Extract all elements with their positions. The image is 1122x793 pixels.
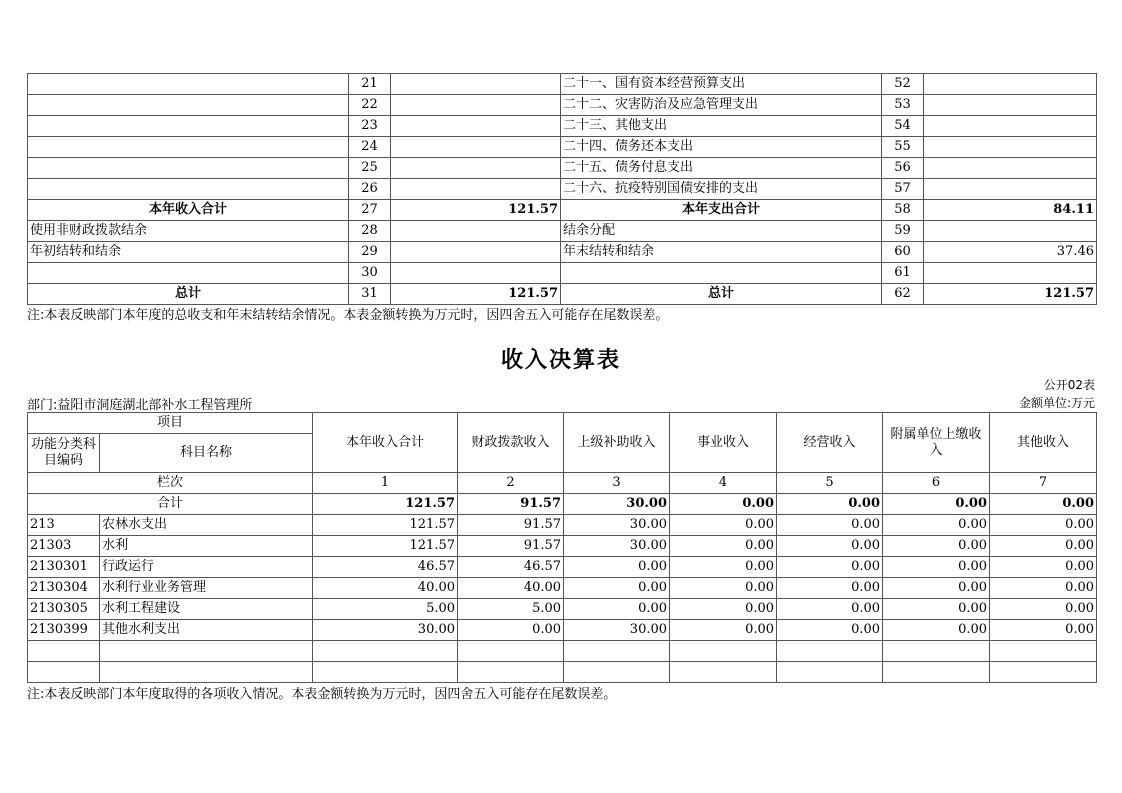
summary-right-label: [561, 263, 882, 284]
row-value: 0.00: [883, 557, 990, 578]
row-value: 91.57: [458, 515, 564, 536]
summary-note: 注:本表反映部门本年度的总收支和年末结转结余情况。本表金额转换为万元时，因四舍五入可能存在尾数误差。: [27, 308, 669, 323]
summary-left-line: 28: [349, 221, 391, 242]
summary-left-label: [28, 179, 349, 200]
seq-cell: 7: [990, 473, 1097, 494]
seq-cell: 4: [670, 473, 777, 494]
income-note: 注:本表反映部门本年度取得的各项收入情况。本表金额转换为万元时，因四舍五入可能存在尾数误差。: [27, 687, 617, 702]
summary-right-label: 二十五、债务付息支出: [561, 158, 882, 179]
summary-row: [28, 200, 1097, 221]
row-name: 其他水利支出: [100, 620, 313, 641]
empty-cell: [777, 641, 883, 662]
row-value: 0.00: [564, 578, 670, 599]
row-name: 水利行业业务管理: [100, 578, 313, 599]
seq-cell: 2: [458, 473, 564, 494]
row-value: 46.57: [458, 557, 564, 578]
summary-left-amount: [391, 158, 561, 179]
seq-cell: 6: [883, 473, 990, 494]
row-value: 0.00: [670, 578, 777, 599]
row-name: 农林水支出: [100, 515, 313, 536]
summary-left-label: 年初结转和结余: [28, 242, 349, 263]
summary-right-amount: 37.46: [924, 242, 1097, 263]
total-row: [28, 494, 1097, 515]
summary-left-label: 总计: [28, 284, 349, 305]
summary-row: [28, 221, 1097, 242]
seq-cell: 3: [564, 473, 670, 494]
row-value: 0.00: [564, 557, 670, 578]
summary-left-label: [28, 137, 349, 158]
summary-left-amount: 121.57: [391, 284, 561, 305]
header-col-6: 附属单位上缴收入: [883, 413, 990, 473]
row-value: 0.00: [458, 620, 564, 641]
summary-right-amount: [924, 74, 1097, 95]
summary-right-label: 二十六、抗疫特别国债安排的支出: [561, 179, 882, 200]
summary-right-line: 57: [882, 179, 924, 200]
empty-cell: [883, 662, 990, 683]
income-table: [27, 412, 1097, 683]
table-row: [28, 536, 1097, 557]
row-value: 91.57: [458, 536, 564, 557]
summary-right-amount: [924, 95, 1097, 116]
summary-left-label: [28, 74, 349, 95]
header-col-3: 上级补助收入: [564, 413, 670, 473]
summary-right-amount: [924, 116, 1097, 137]
empty-cell: [458, 641, 564, 662]
summary-left-amount: [391, 221, 561, 242]
summary-right-line: 55: [882, 137, 924, 158]
summary-left-amount: [391, 242, 561, 263]
seq-cell: 5: [777, 473, 883, 494]
row-value: 0.00: [564, 599, 670, 620]
row-value: 30.00: [564, 620, 670, 641]
empty-cell: [777, 662, 883, 683]
empty-cell: [313, 641, 458, 662]
summary-left-amount: [391, 74, 561, 95]
summary-right-line: 59: [882, 221, 924, 242]
row-value: 0.00: [670, 557, 777, 578]
summary-left-line: 24: [349, 137, 391, 158]
empty-cell: [990, 641, 1097, 662]
summary-right-label: 总计: [561, 284, 882, 305]
table-row: [28, 578, 1097, 599]
row-name: 水利工程建设: [100, 599, 313, 620]
summary-right-amount: [924, 158, 1097, 179]
row-value: 0.00: [990, 578, 1097, 599]
row-value: 0.00: [777, 557, 883, 578]
header-item: 项目: [28, 413, 313, 434]
summary-left-label: [28, 263, 349, 284]
summary-left-line: 30: [349, 263, 391, 284]
row-value: 0.00: [777, 599, 883, 620]
summary-right-line: 60: [882, 242, 924, 263]
seq-cell: 1: [313, 473, 458, 494]
row-value: 0.00: [883, 620, 990, 641]
row-value: 0.00: [990, 599, 1097, 620]
header-row: [28, 413, 1097, 434]
row-value: 5.00: [313, 599, 458, 620]
summary-left-line: 26: [349, 179, 391, 200]
row-value: 0.00: [777, 620, 883, 641]
row-code: 2130399: [28, 620, 100, 641]
summary-right-label: 本年支出合计: [561, 200, 882, 221]
summary-left-line: 31: [349, 284, 391, 305]
summary-right-label: 二十四、债务还本支出: [561, 137, 882, 158]
summary-right-line: 58: [882, 200, 924, 221]
empty-cell: [564, 641, 670, 662]
summary-row: [28, 179, 1097, 200]
row-value: 0.00: [990, 515, 1097, 536]
total-cell: 30.00: [564, 494, 670, 515]
total-cell: 0.00: [883, 494, 990, 515]
summary-row: [28, 95, 1097, 116]
row-code: 2130304: [28, 578, 100, 599]
seq-row: [28, 473, 1097, 494]
total-cell: 0.00: [990, 494, 1097, 515]
summary-right-label: 二十二、灾害防治及应急管理支出: [561, 95, 882, 116]
summary-right-line: 62: [882, 284, 924, 305]
summary-right-line: 52: [882, 74, 924, 95]
header-code: 功能分类科目编码: [28, 434, 100, 473]
header-col-4: 事业收入: [670, 413, 777, 473]
header-col-2: 财政拨款收入: [458, 413, 564, 473]
row-name: 水利: [100, 536, 313, 557]
summary-left-amount: [391, 137, 561, 158]
summary-right-amount: [924, 221, 1097, 242]
header-col-1: 本年收入合计: [313, 413, 458, 473]
empty-cell: [990, 662, 1097, 683]
summary-right-amount: 121.57: [924, 284, 1097, 305]
summary-row: [28, 74, 1097, 95]
summary-left-label: [28, 158, 349, 179]
row-value: 0.00: [883, 536, 990, 557]
summary-left-amount: [391, 116, 561, 137]
summary-row: [28, 137, 1097, 158]
summary-right-amount: [924, 137, 1097, 158]
row-value: 0.00: [777, 515, 883, 536]
empty-cell: [28, 662, 100, 683]
total-cell: 91.57: [458, 494, 564, 515]
seq-label: 栏次: [28, 473, 313, 494]
summary-row: [28, 242, 1097, 263]
empty-cell: [564, 662, 670, 683]
header-name: 科目名称: [100, 434, 313, 473]
summary-left-label: [28, 116, 349, 137]
row-value: 0.00: [990, 536, 1097, 557]
summary-left-amount: [391, 179, 561, 200]
summary-table: [27, 73, 1097, 305]
row-value: 0.00: [990, 557, 1097, 578]
row-value: 0.00: [777, 578, 883, 599]
row-code: 213: [28, 515, 100, 536]
summary-right-line: 53: [882, 95, 924, 116]
summary-right-amount: [924, 263, 1097, 284]
table-code: 公开02表: [1043, 378, 1095, 392]
row-value: 121.57: [313, 515, 458, 536]
summary-left-line: 25: [349, 158, 391, 179]
row-value: 40.00: [458, 578, 564, 599]
total-cell: 0.00: [777, 494, 883, 515]
row-value: 30.00: [313, 620, 458, 641]
total-cell: 0.00: [670, 494, 777, 515]
summary-right-label: 年末结转和结余: [561, 242, 882, 263]
empty-cell: [883, 641, 990, 662]
empty-cell: [28, 641, 100, 662]
summary-row: [28, 116, 1097, 137]
summary-right-line: 61: [882, 263, 924, 284]
row-value: 0.00: [883, 578, 990, 599]
row-value: 0.00: [777, 536, 883, 557]
table-row: [28, 557, 1097, 578]
department-label: 部门:益阳市洞庭湖北部补水工程管理所: [27, 398, 253, 413]
row-value: 0.00: [883, 515, 990, 536]
summary-left-label: 本年收入合计: [28, 200, 349, 221]
summary-left-amount: 121.57: [391, 200, 561, 221]
row-value: 121.57: [313, 536, 458, 557]
row-value: 0.00: [883, 599, 990, 620]
row-value: 0.00: [670, 620, 777, 641]
row-value: 0.00: [670, 515, 777, 536]
summary-left-line: 27: [349, 200, 391, 221]
summary-right-line: 56: [882, 158, 924, 179]
empty-cell: [670, 641, 777, 662]
summary-left-amount: [391, 263, 561, 284]
table-row: [28, 599, 1097, 620]
empty-cell: [100, 662, 313, 683]
header-col-5: 经营收入: [777, 413, 883, 473]
table-row: [28, 515, 1097, 536]
summary-row: [28, 158, 1097, 179]
summary-left-label: [28, 95, 349, 116]
row-code: 21303: [28, 536, 100, 557]
summary-left-label: 使用非财政拨款结余: [28, 221, 349, 242]
total-label: 合计: [28, 494, 313, 515]
row-code: 2130301: [28, 557, 100, 578]
row-value: 5.00: [458, 599, 564, 620]
row-name: 行政运行: [100, 557, 313, 578]
row-value: 0.00: [990, 620, 1097, 641]
row-value: 30.00: [564, 515, 670, 536]
empty-cell: [313, 662, 458, 683]
row-value: 0.00: [670, 599, 777, 620]
row-value: 30.00: [564, 536, 670, 557]
empty-cell: [670, 662, 777, 683]
empty-row: [28, 662, 1097, 683]
row-value: 40.00: [313, 578, 458, 599]
summary-left-line: 23: [349, 116, 391, 137]
empty-cell: [100, 641, 313, 662]
summary-left-line: 21: [349, 74, 391, 95]
summary-left-line: 22: [349, 95, 391, 116]
row-code: 2130305: [28, 599, 100, 620]
summary-right-line: 54: [882, 116, 924, 137]
summary-right-label: 二十一、国有资本经营预算支出: [561, 74, 882, 95]
summary-right-amount: [924, 179, 1097, 200]
empty-row: [28, 641, 1097, 662]
unit-label: 金额单位:万元: [1018, 396, 1095, 410]
summary-row: [28, 263, 1097, 284]
summary-left-line: 29: [349, 242, 391, 263]
summary-left-amount: [391, 95, 561, 116]
summary-right-amount: 84.11: [924, 200, 1097, 221]
table-row: [28, 620, 1097, 641]
summary-right-label: 二十三、其他支出: [561, 116, 882, 137]
row-value: 46.57: [313, 557, 458, 578]
page-title: 收入决算表: [500, 348, 621, 373]
summary-right-label: 结余分配: [561, 221, 882, 242]
empty-cell: [458, 662, 564, 683]
header-col-7: 其他收入: [990, 413, 1097, 473]
total-cell: 121.57: [313, 494, 458, 515]
row-value: 0.00: [670, 536, 777, 557]
summary-row: [28, 284, 1097, 305]
